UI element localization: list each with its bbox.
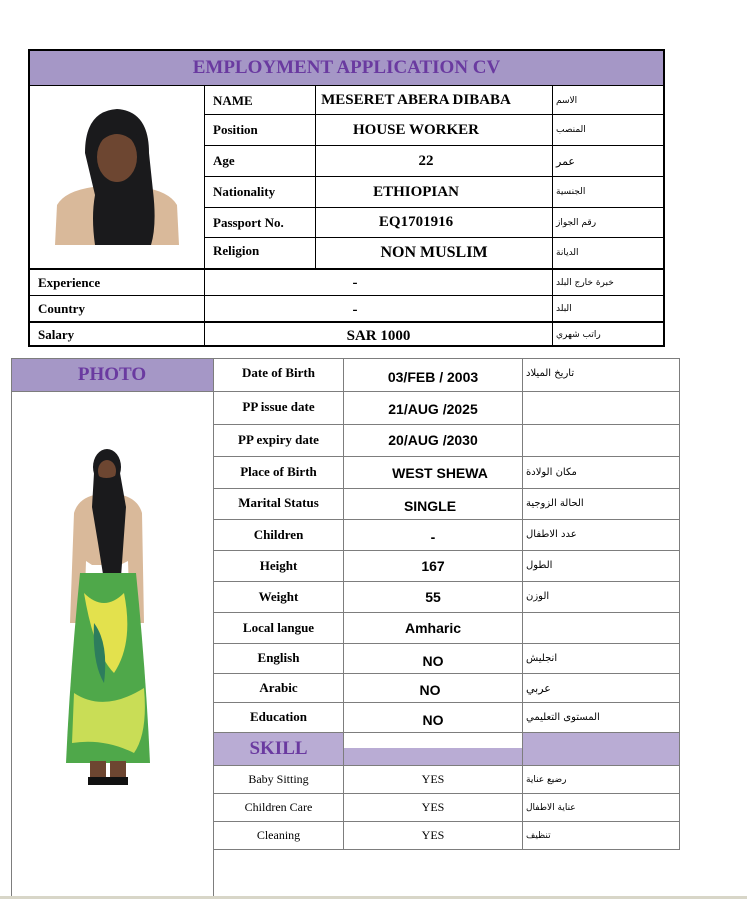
passport-label: Passport No. <box>213 214 284 230</box>
dob-value: 03/FEB / 2003 <box>387 369 479 385</box>
skill-value: YES <box>421 800 445 814</box>
skill-label: Children Care <box>244 800 313 814</box>
country-label: Country <box>38 300 85 316</box>
arabic-label: Arabic <box>259 679 298 695</box>
place-of-birth-value: WEST SHEWA <box>392 464 488 481</box>
photo-section-title: PHOTO <box>11 359 213 391</box>
skill-label-ar: عناية الاطفال <box>526 802 576 813</box>
pp-expiry-label: PP expiry date <box>238 432 319 447</box>
skill-label-ar: تنظيف <box>526 830 551 841</box>
skill-header-band-middle <box>344 748 522 765</box>
name-value: MESERET ABERA DIBABA <box>321 92 511 108</box>
english-label-ar: انجليش <box>526 652 558 664</box>
height-label: Height <box>259 557 298 573</box>
pp-expiry-label-ar <box>526 425 648 455</box>
religion-label-ar: الديانة <box>556 248 579 258</box>
skill-value: YES <box>421 828 445 842</box>
marital-status-label: Marital Status <box>238 495 319 510</box>
full-body-photo <box>64 443 154 791</box>
english-value: NO <box>422 653 444 669</box>
weight-label: Weight <box>258 588 299 604</box>
local-language-value: Amharic <box>404 620 462 636</box>
marital-status-value: SINGLE <box>403 497 457 514</box>
height-label-ar: الطول <box>526 560 553 571</box>
nationality-value: ETHIOPIAN <box>373 183 459 200</box>
children-label-ar: عدد الاطفال <box>526 529 577 540</box>
children-label: Children <box>253 526 304 542</box>
place-of-birth-label-ar: مكان الولادة <box>526 466 577 478</box>
marital-status-label-ar: الحالة الزوجية <box>526 497 584 509</box>
salary-value: SAR 1000 <box>346 328 411 344</box>
arabic-value: NO <box>419 682 441 698</box>
salary-label: Salary <box>38 327 75 342</box>
passport-value: EQ1701916 <box>378 214 454 230</box>
local-language-label-ar <box>526 613 648 642</box>
age-label: Age <box>213 153 235 168</box>
nationality-label: Nationality <box>213 184 276 199</box>
page-bottom-edge <box>0 896 747 899</box>
english-label: English <box>257 650 300 665</box>
dob-label: Date of Birth <box>242 365 315 380</box>
height-value: 167 <box>421 558 445 574</box>
name-label-ar: الاسم <box>556 95 578 106</box>
position-value: HOUSE WORKER <box>353 121 479 138</box>
pp-expiry-value: 20/AUG /2030 <box>388 432 478 448</box>
weight-label-ar: الوزن <box>526 591 550 602</box>
experience-label: Experience <box>38 274 101 290</box>
skill-label-ar: رضيع عناية <box>526 774 567 785</box>
arabic-label-ar: عربي <box>526 681 551 695</box>
position-label-ar: المنصب <box>556 125 586 135</box>
headshot-photo <box>55 105 179 245</box>
pp-issue-label: PP issue date <box>242 399 315 414</box>
experience-value: - <box>352 275 358 291</box>
religion-label: Religion <box>213 243 260 258</box>
local-language-label: Local langue <box>242 619 315 635</box>
skill-label: Cleaning <box>256 828 301 842</box>
salary-label-ar: راتب شهري <box>556 330 601 340</box>
skill-label: Baby Sitting <box>248 772 309 786</box>
education-label: Education <box>249 709 308 724</box>
skill-section-title: SKILL <box>214 733 343 765</box>
skill-header-band-right <box>523 733 679 765</box>
place-of-birth-label: Place of Birth <box>240 464 317 479</box>
pp-issue-value: 21/AUG /2025 <box>388 401 478 417</box>
country-value: - <box>352 301 358 318</box>
pp-issue-label-ar <box>526 392 648 422</box>
dob-label-ar: تاريخ الميلاد <box>526 367 575 379</box>
skill-value: YES <box>421 772 445 786</box>
passport-label-ar: رقم الجواز <box>556 217 597 228</box>
name-label: NAME <box>213 92 253 108</box>
children-value: - <box>430 528 436 545</box>
country-label-ar: البلد <box>556 303 572 314</box>
page-title: EMPLOYMENT APPLICATION CV <box>30 51 663 86</box>
education-label-ar: المستوى التعليمي <box>526 711 600 723</box>
religion-value: NON MUSLIM <box>380 244 488 261</box>
position-label: Position <box>213 122 258 137</box>
education-value: NO <box>422 712 444 728</box>
weight-value: 55 <box>425 589 441 605</box>
age-label-ar: عمر <box>556 154 575 168</box>
experience-label-ar: خبرة خارج البلد <box>556 277 614 288</box>
nationality-label-ar: الجنسية <box>556 187 586 197</box>
age-value: 22 <box>418 152 434 169</box>
